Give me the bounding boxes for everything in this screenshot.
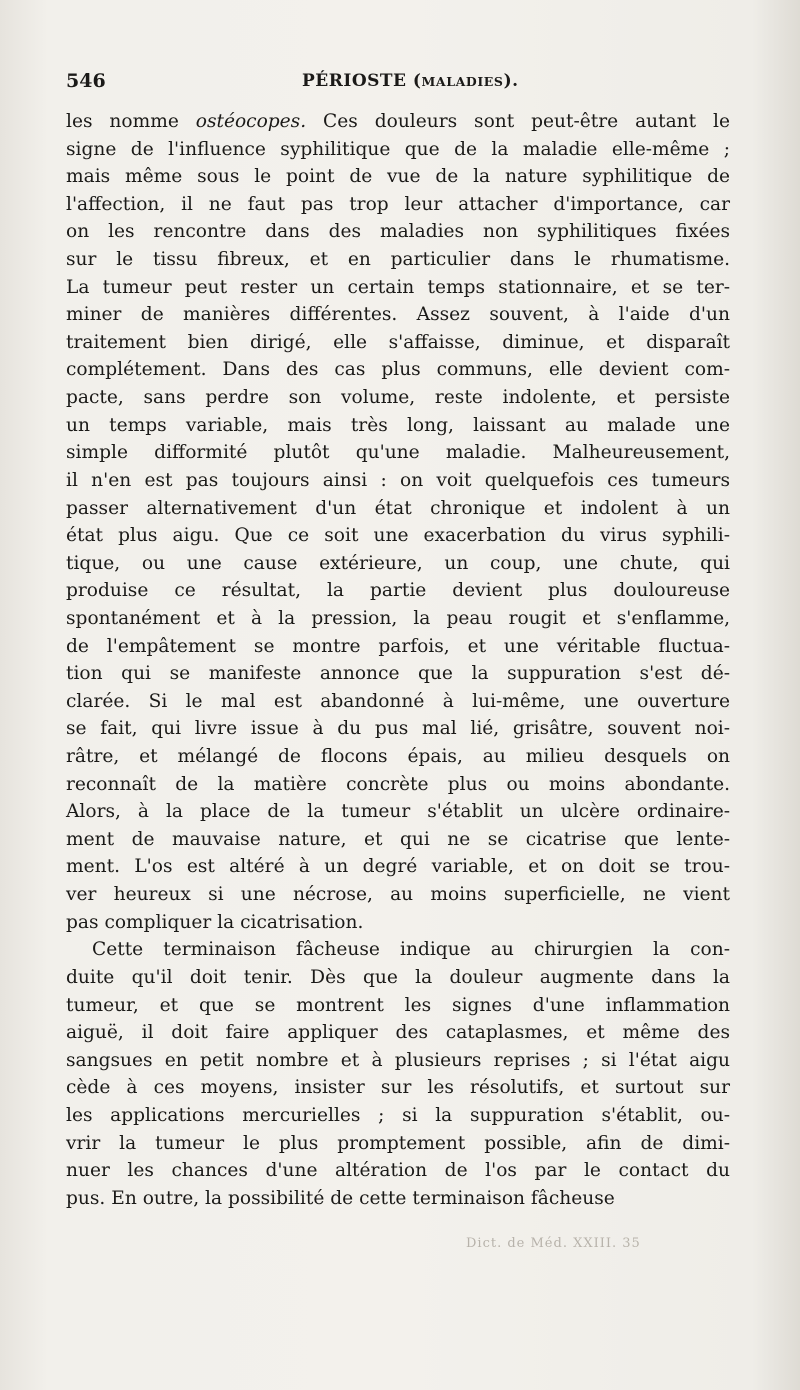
text-line: ver heureux si une nécrose, au moins superficielle, ne vient [66,884,730,906]
text-line: simple difformité plutôt qu'une maladie. Malheureusement, [66,442,730,464]
text-line: on les rencontre dans des maladies non syphilitiques fixées [66,221,730,243]
text-line: miner de manières différentes. Assez souvent, à l'aide d'un [66,304,730,326]
text-line: vrir la tumeur le plus promptement possible, afin de dimi- [66,1132,730,1154]
running-head [302,71,519,91]
text-line: Alors, à la place de la tumeur s'établit un ulcère ordinaire- [66,801,730,823]
text-run: les nomme [66,111,196,132]
text-line: duite qu'il doit tenir. Dès que la douleur augmente dans la [66,966,730,988]
text-line: sangsues en petit nombre et à plusieurs reprises ; si l'état aigu [66,1049,730,1071]
text-line: les applications mercurielles ; si la suppuration s'établit, ou- [66,1104,730,1126]
text-line: l'affection, il ne faut pas trop leur attacher d'importance, car [66,193,730,215]
page-header [66,70,731,104]
text-line: tion qui se manifeste annonce que la suppuration s'est dé- [66,663,730,685]
text-line: ment de mauvaise nature, et qui ne se cicatrise que lente- [66,828,730,850]
text-line: mais même sous le point de vue de la nature syphilitique de [66,166,730,188]
text-line: ment. L'os est altéré à un degré variable, et on doit se trou- [66,856,730,878]
page-number: 546 [66,70,106,92]
text-line: traitement bien dirigé, elle s'affaisse, diminue, et disparaît [66,331,730,353]
text-line: pas compliquer la cicatrisation. [66,911,364,933]
running-head-end: ). [503,71,519,91]
text-line: La tumeur peut rester un certain temps stationnaire, et se ter- [66,276,730,298]
text-line: râtre, et mélangé de flocons épais, au milieu desquels on [66,746,730,768]
text-line: sur le tissu fibreux, et en particulier dans le rhumatisme. [66,249,730,271]
text-line: signe de l'influence syphilitique que de la maladie elle-même ; [66,138,730,160]
text-line: spontanément et à la pression, la peau rougit et s'enflamme, [66,607,730,629]
text-line: tique, ou une cause extérieure, un coup, une chute, qui [66,552,730,574]
text-line: complétement. Dans des cas plus communs, elle devient com- [66,359,730,381]
body-text [66,108,730,1212]
text-line: il n'en est pas toujours ainsi : on voit quelquefois ces tumeurs [66,469,730,491]
footer-signature: Dict. de Méd. XXIII. 35 [466,1236,641,1251]
text-line: état plus aigu. Que ce soit une exacerbation du virus syphili- [66,525,730,547]
text-line: reconnaît de la matière concrète plus ou moins abondante. [66,773,730,795]
text-line: clarée. Si le mal est abandonné à lui-même, une ouverture [66,690,730,712]
text-run: Ces douleurs sont peut-être autant le [306,111,730,132]
text-line: de l'empâtement se montre parfois, et une véritable fluctua- [66,635,730,657]
running-head-main: PÉRIOSTE ( [302,71,422,91]
text-line: passer alternativement d'un état chronique et indolent à un [66,497,730,519]
text-line: se fait, qui livre issue à du pus mal lié, grisâtre, souvent noi- [66,718,730,740]
text-line: produise ce résultat, la partie devient plus douloureuse [66,580,730,602]
running-head-small: MALADIES [421,74,504,89]
text-line: aiguë, il doit faire appliquer des cataplasmes, et même des [66,1022,730,1044]
text-line: Cette terminaison fâcheuse indique au chirurgien la con- [92,939,730,961]
italic-term: ostéocopes. [195,111,307,132]
text-line: pacte, sans perdre son volume, reste indolente, et persiste [66,387,730,409]
text-line: tumeur, et que se montrent les signes d'une inflammation [66,994,730,1016]
text-line: un temps variable, mais très long, laissant au malade une [66,414,730,436]
text-line: cède à ces moyens, insister sur les résolutifs, et surtout sur [66,1077,730,1099]
text-line: pus. En outre, la possibilité de cette terminaison fâcheuse [66,1187,615,1209]
text-line [66,108,730,136]
text-line: nuer les chances d'une altération de l'os par le contact du [66,1160,730,1182]
